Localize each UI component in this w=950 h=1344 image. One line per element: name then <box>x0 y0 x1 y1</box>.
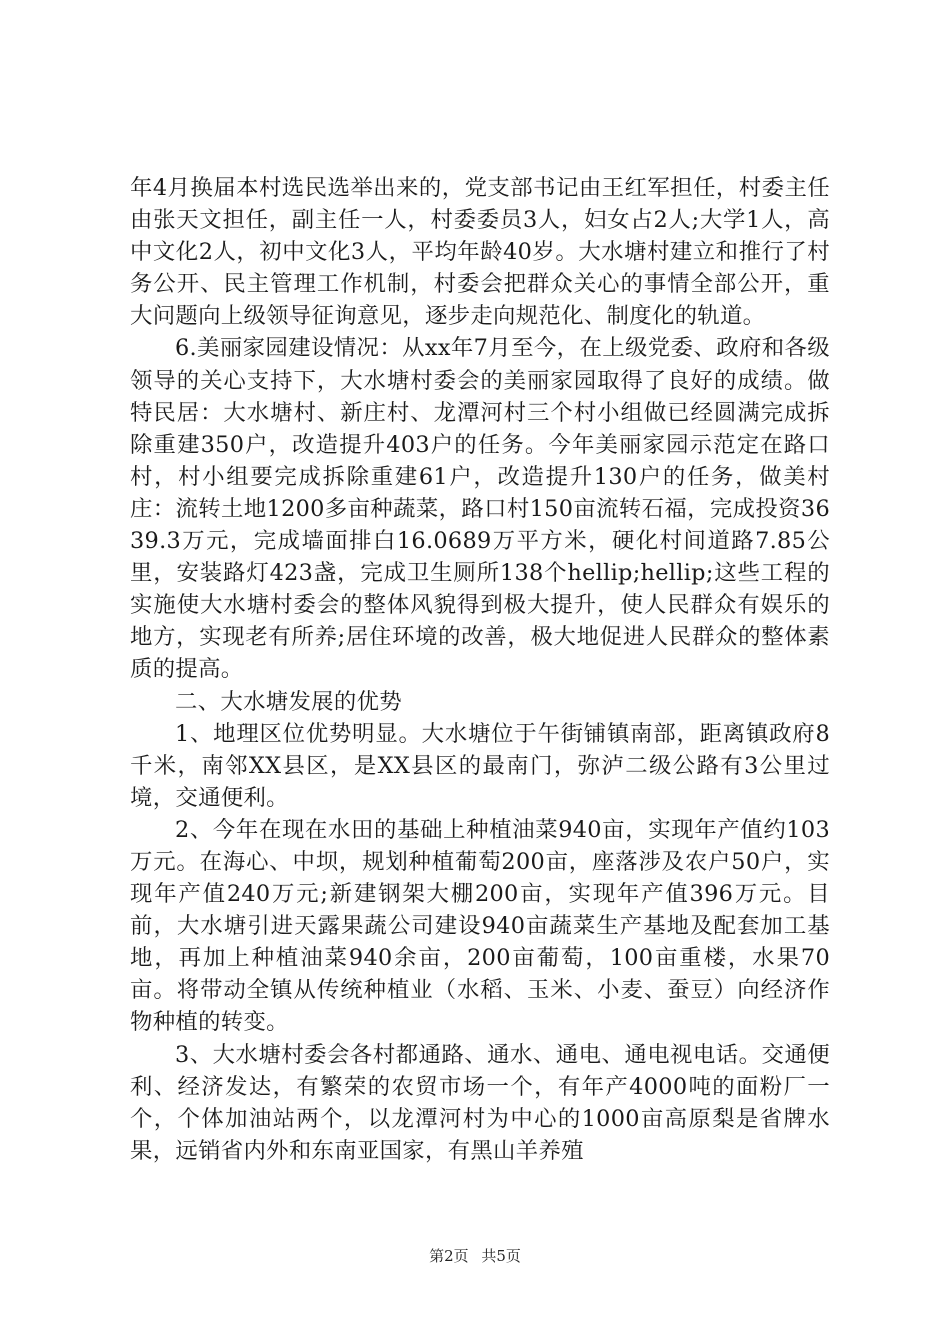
document-body <box>130 172 830 1167</box>
page-number: 第2页 <box>429 1247 469 1265</box>
page-footer <box>0 1246 950 1266</box>
paragraph-agriculture: 2、今年在现在水田的基础上种植油菜940亩，实现年产值约103万元。在海心、中坝，规划种植葡萄200亩，座落涉及农户50户，实现年产值240万元;新建钢架大棚200亩，实现年产值396万元。目前，大水塘引进天露果蔬公司建设940亩蔬菜生产基地及配套加工基地，再加上种植油菜940余亩，200亩葡萄，100亩重楼，水果70亩。将带动全镇从传统种植业（水稻、玉米、小麦、蚕豆）向经济作物种植的转变。 <box>130 816 830 1036</box>
section-heading-advantages: 二、大水塘发展的优势 <box>175 688 402 715</box>
paragraph-infrastructure: 3、大水塘村委会各村都通路、通水、通电、通电视电话。交通便利、经济发达，有繁荣的农贸市场一个，有年产4000吨的面粉厂一个，个体加油站两个，以龙潭河村为中心的1000亩高原梨是省牌水果，远销省内外和东南亚国家，有黑山羊养殖 <box>130 1041 830 1164</box>
page-total: 共5页 <box>481 1247 521 1265</box>
paragraph-location-advantage: 1、地理区位优势明显。大水塘位于午街铺镇南部，距离镇政府8千米，南邻XX县区，是XX县区的最南门，弥泸二级公路有3公里过境，交通便利。 <box>130 720 830 811</box>
paragraph-village-committee: 年4月换届本村选民选举出来的，党支部书记由王红军担任，村委主任由张天文担任，副主任一人，村委委员3人，妇女占2人;大学1人，高中文化2人，初中文化3人，平均年龄40岁。大水塘村建立和推行了村务公开、民主管理工作机制，村委会把群众关心的事情全部公开，重大问题向上级领导征询意见，逐步走向规范化、制度化的轨道。 <box>130 175 830 330</box>
paragraph-beautiful-home: 6.美丽家园建设情况：从xx年7月至今，在上级党委、政府和各级领导的关心支持下，大水塘村委会的美丽家园取得了良好的成绩。做特民居：大水塘村、新庄村、龙潭河村三个村小组做已经圆满完成拆除重建350户，改造提升403户的任务。今年美丽家园示范定在路口村，村小组要完成拆除重建61户，改造提升130户的任务，做美村庄：流转土地1200多亩种蔬菜，路口村150亩流转石福，完成投资3639.3万元，完成墙面排白16.0689万平方米，硬化村间道路7.85公里，安装路灯423盏，完成卫生厕所138个hellip;hellip;这些工程的实施使大水塘村委会的整体风貌得到极大提升，使人民群众有娱乐的地方，实现老有所养;居住环境的改善，极大地促进人民群众的整体素质的提高。 <box>130 335 830 683</box>
